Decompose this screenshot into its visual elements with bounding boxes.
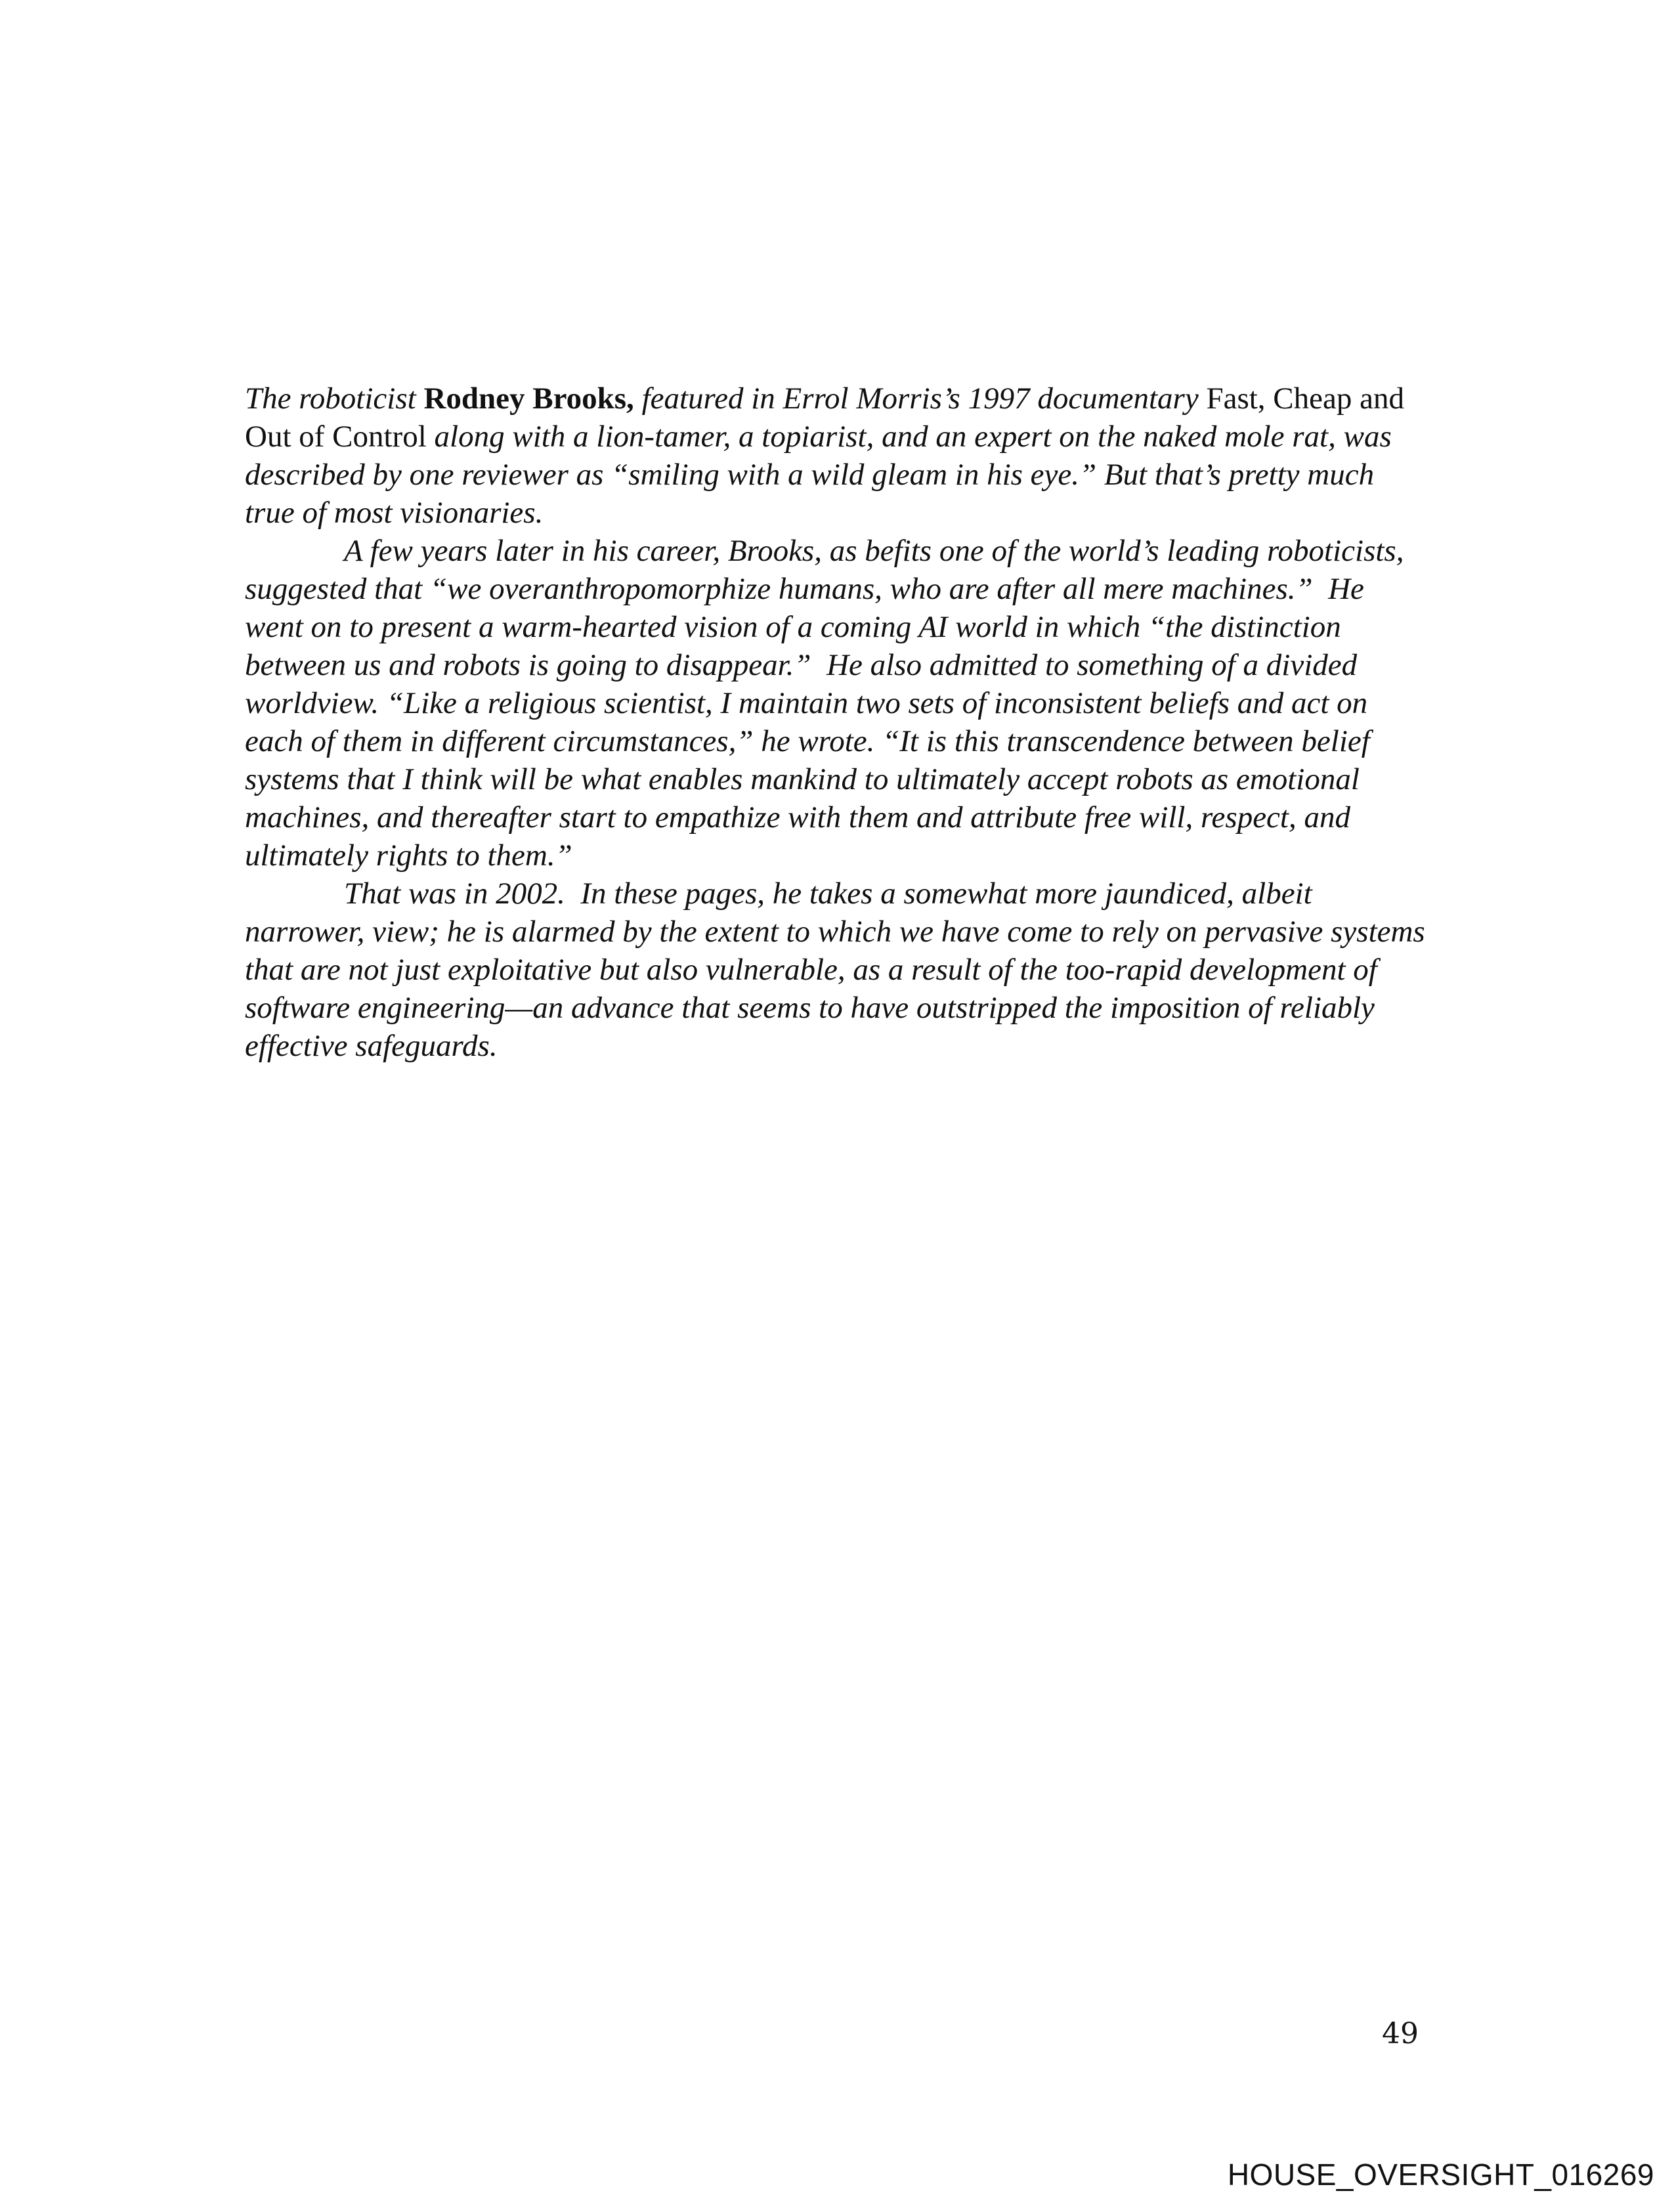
intro-lead-text: The roboticist (245, 381, 424, 416)
person-name: Rodney Brooks, (423, 381, 634, 416)
paragraph-2002: That was in 2002. In these pages, he takes a somewhat more jaundiced, albeit narrower, view; he is alarmed by the extent to which we have come to rely on pervasive systems that are not just exploitative but also vulnerable, as a result of the too-rapid development of software engineering—an advance that seems to have outstripped the imposition of reliably effective safeguards. (245, 877, 1425, 1063)
intro-review-text: along with a lion-tamer, a topiarist, and an expert on the naked mole rat, was described by one reviewer as “smiling with a wild gleam in his eye.” But that’s pretty much true of most visionaries. (245, 420, 1392, 530)
film-title: Fast, Cheap and Out of Control (245, 381, 1404, 454)
paragraph-career: A few years later in his career, Brooks, as befits one of the world’s leading roboticists, suggested that “we overanthropomorphize humans, who are after all mere machines.” He went on to present a warm-hearted vision of a coming AI world in which “the distinction between us and robots is going to disappear.” He also admitted to something of a divided worldview. “Like a religious scientist, I maintain two sets of inconsistent beliefs and act on each of them in different circumstances,” he wrote. “It is this transcendence between belief systems that I think will be what enables mankind to ultimately accept robots as emotional machines, and thereafter start to empathize with them and attribute free will, respect, and ultimately rights to them.” (245, 534, 1404, 873)
intro-documentary-text: featured in Errol Morris’s 1997 documentary (633, 381, 1207, 416)
bates-number: HOUSE_OVERSIGHT_016269 (1227, 2158, 1654, 2192)
page-number: 49 (1382, 2017, 1419, 2050)
intro-paragraph (245, 380, 1427, 532)
body-text (245, 380, 1427, 1065)
